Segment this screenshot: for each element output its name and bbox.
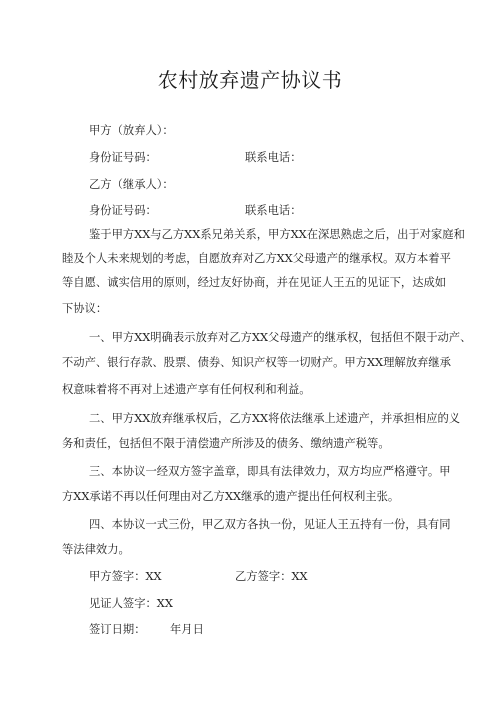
party-a-label: 甲方（放弃人）：: [89, 124, 174, 137]
document-title: 农村放弃遗产协议书: [157, 68, 343, 92]
clause4-line-2: 等法律效力。: [62, 543, 130, 556]
clause1-line-1: 一、甲方XX明确表示放弃对乙方XX父母遗产的继承权，包括但不限于动产、: [89, 331, 472, 344]
sign-date-value: 年月日: [170, 623, 204, 636]
clause3-line-2: 方XX承诺不再以任何理由对乙方XX继承的遗产提出任何权利主张。: [62, 490, 400, 503]
intro-line-3: 等自愿、诚实信用的原则，经过友好协商，并在见证人王五的见证下，达成如: [62, 276, 447, 289]
intro-line-1: 鉴于甲方XX与乙方XX系兄弟关系，甲方XX在深思熟虑之后，出于对家庭和: [89, 228, 465, 241]
clause2-line-2: 务和责任，包括但不限于清偿遗产所涉及的债务、缴纳遗产税等。: [62, 437, 390, 450]
intro-line-2: 睦及个人未来规划的考虑，自愿放弃对乙方XX父母遗产的继承权。双方本着平: [62, 252, 451, 265]
sign-date-label: 签订日期：: [89, 623, 146, 636]
party-a-signature: 甲方签字：XX: [89, 570, 162, 583]
clause4-line-1: 四、本协议一式三份，甲乙双方各执一份，见证人王五持有一份，具有同: [89, 518, 451, 531]
clause3-line-1: 三、本协议一经双方签字盖章，即具有法律效力，双方均应严格遵守。甲: [89, 465, 451, 478]
party-b-label: 乙方（继承人）：: [89, 178, 174, 191]
clause1-line-3: 权意味着将不再对上述遗产享有任何权利和利益。: [62, 383, 311, 396]
intro-line-4: 下协议：: [62, 302, 108, 315]
party-a-phone-label: 联系电话：: [245, 151, 302, 164]
clause2-line-1: 二、甲方XX放弃继承权后，乙方XX将依法继承上述遗产，并承担相应的义: [89, 412, 461, 425]
party-a-id-label: 身份证号码：: [89, 151, 157, 164]
party-b-id-label: 身份证号码：: [89, 204, 157, 217]
party-b-phone-label: 联系电话：: [245, 204, 302, 217]
clause1-line-2: 不动产、银行存款、股票、债券、知识产权等一切财产。甲方XX理解放弃继承: [62, 356, 451, 369]
witness-signature: 见证人签字：XX: [89, 597, 173, 610]
party-b-signature: 乙方签字：XX: [235, 570, 308, 583]
